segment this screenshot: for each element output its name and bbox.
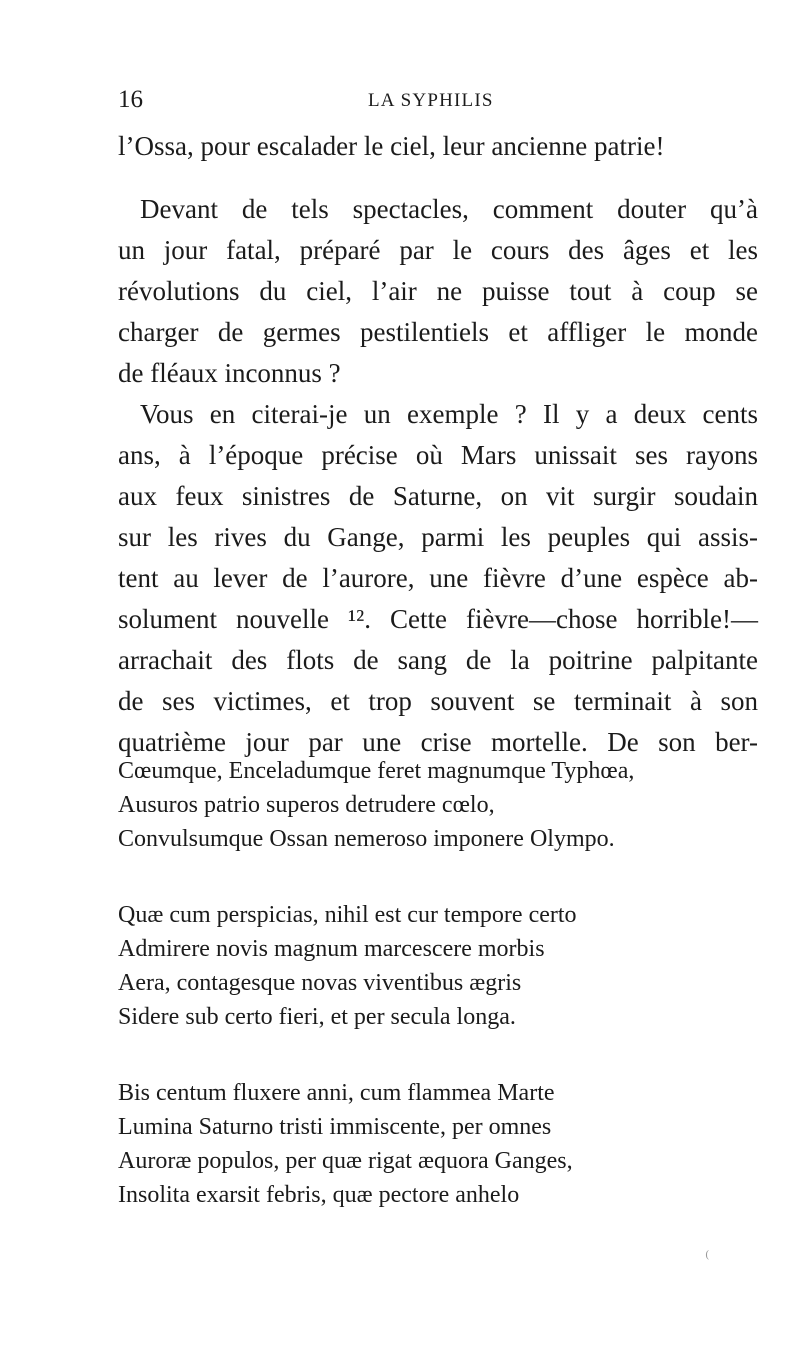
prose-line: révolutions du ciel, l’air ne puisse tout à coup se [118, 276, 758, 306]
paragraph [118, 394, 758, 763]
verse-line: Cœumque, Enceladumque feret magnumque Typhœa, [118, 758, 635, 784]
verse-line: Quæ cum perspicias, nihil est cur tempore certo [118, 902, 577, 928]
verse-line: Admirere novis magnum marcescere morbis [118, 936, 545, 962]
verse-stanza [118, 754, 768, 856]
prose-line: Devant de tels spectacles, comment douter qu’à [140, 194, 758, 224]
verse-line: Ausuros patrio superos detrudere cœlo, [118, 792, 495, 818]
paragraph [118, 189, 758, 394]
verse-line: Lumina Saturno tristi immiscente, per omnes [118, 1114, 552, 1140]
verse-line: Bis centum fluxere anni, cum flammea Marte [118, 1080, 555, 1106]
paragraph-gap [118, 167, 758, 189]
prose-line: un jour fatal, préparé par le cours des âges et les [118, 235, 758, 265]
prose-line: aux feux sinistres de Saturne, on vit surgir soudain [118, 481, 758, 511]
scan-artifact: ⁽ [705, 1248, 710, 1268]
verse-line: Sidere sub certo fieri, et per secula longa. [118, 1004, 516, 1030]
prose-line: l’Ossa, pour escalader le ciel, leur ancienne patrie! [118, 131, 665, 161]
verse-line: Auroræ populos, per quæ rigat æquora Ganges, [118, 1148, 573, 1174]
verse-line: Convulsumque Ossan nemeroso imponere Olympo. [118, 826, 615, 852]
verse-line: Aera, contagesque novas viventibus ægris [118, 970, 522, 996]
prose-line: solument nouvelle ¹². Cette fièvre—chose horrible!— [118, 604, 758, 634]
running-title: LA SYPHILIS [368, 90, 494, 111]
page-number: 16 [118, 86, 143, 113]
verse-stanza [118, 1076, 768, 1212]
prose-line: sur les rives du Gange, parmi les peuples qui assis- [118, 522, 758, 552]
prose-line: quatrième jour par une crise mortelle. De son ber- [118, 727, 758, 757]
running-head [118, 86, 758, 118]
prose-line: tent au lever de l’aurore, une fièvre d’une espèce ab- [118, 563, 758, 593]
prose-line: Vous en citerai-je un exemple ? Il y a deux cents [140, 399, 758, 429]
verse-stanza [118, 898, 768, 1034]
prose-line: arrachait des flots de sang de la poitrine palpitante [118, 645, 758, 675]
prose-line: de fléaux inconnus ? [118, 358, 341, 388]
verse-line: Insolita exarsit febris, quæ pectore anhelo [118, 1182, 520, 1208]
prose-line: ans, à l’époque précise où Mars unissait ses rayons [118, 440, 758, 470]
prose-line: de ses victimes, et trop souvent se terminait à son [118, 686, 758, 716]
prose-body [118, 126, 758, 763]
prose-line: charger de germes pestilentiels et affliger le monde [118, 317, 758, 347]
